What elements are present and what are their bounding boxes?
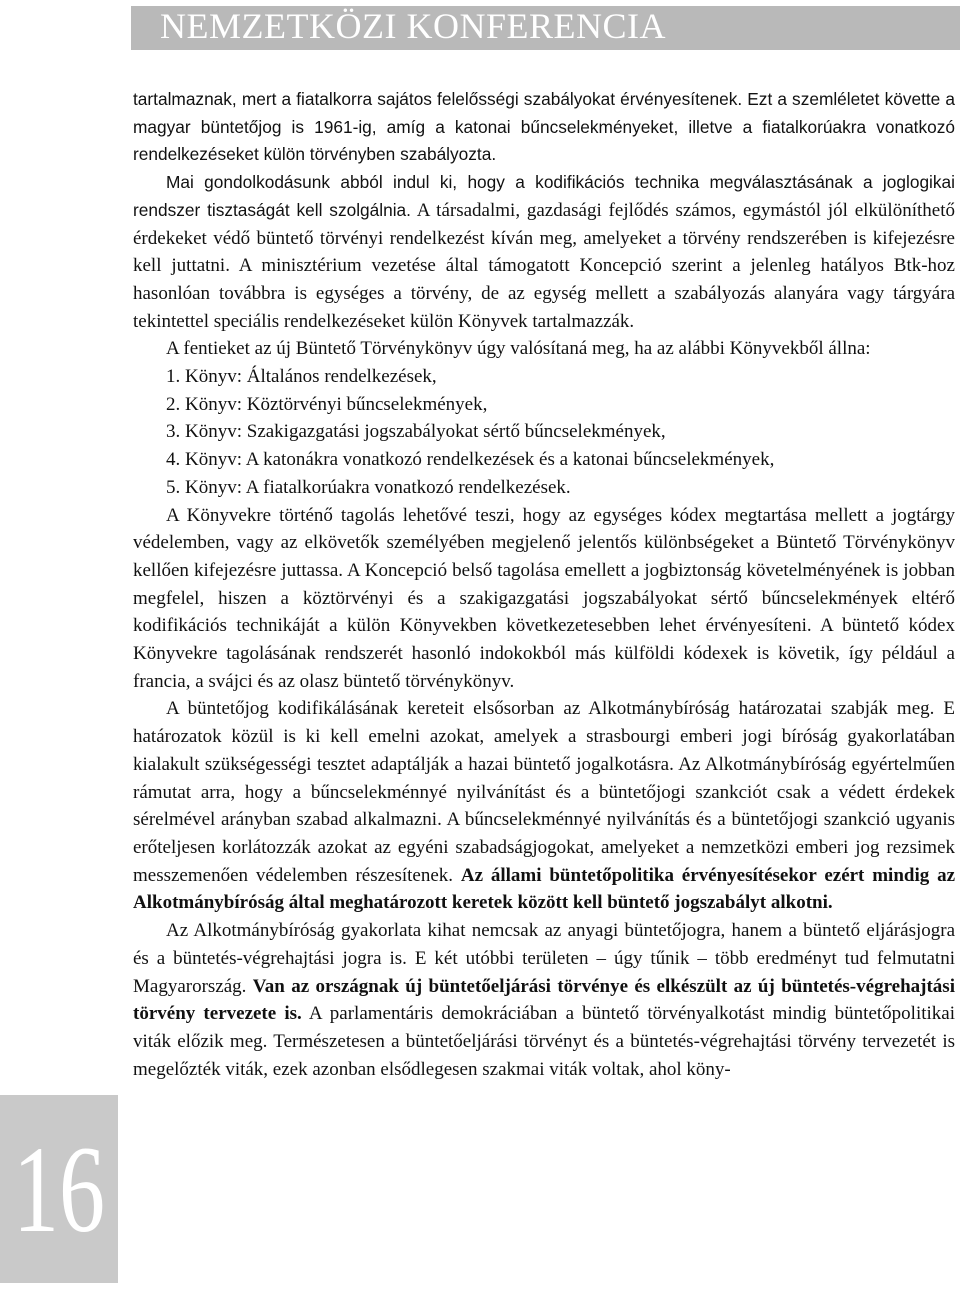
paragraph (133, 695, 955, 917)
list-item: 3. Könyv: Szakigazgatási jogszabályokat sértő bűncselekmények, (166, 421, 666, 443)
list-item: 4. Könyv: A katonákra vonatkozó rendelkezések és a katonai bűncselekmények, (166, 449, 775, 471)
paragraph-sentence: A társadalmi, gazdasági fejlődés számos, egymástól jól elkülöníthető érdekeket védő büntető törvényi rendelkezést kíván meg, amelyeket a törvény rendszerében is kifejezésre kell juttatni. (133, 199, 955, 277)
list-item: 2. Könyv: Köztörvényi bűncselekmények, (166, 393, 488, 415)
paragraph: A Könyvekre történő tagolás lehetővé teszi, hogy az egységes kódex megtartása mellett a jogtárgy védelemben, vagy az elkövetők személyében megjelenő jelentős különbségeket a Büntető Törvénykönyv kellően kifejezésre juttassa. A Koncepció belső tagolása emellett a jogbiztonság követelményének is jobban megfelel, hiszen a köztörvényi és a szakigazgatási jogszabályokat sértő bűncselekmények eltérő kodifikációs technikáját a külön Könyvekben következetesebben lehet érvényesíteni. A büntető kódex Könyvekre tagolásának rendszerét hasonló indokokból más külföldi kódexek is követik, így például a francia, a svájci és az olasz büntető törvénykönyv. (133, 504, 955, 692)
paragraph: tartalmaznak, mert a fiatalkorra sajátos felelősségi szabályokat érvényesítenek. Ezt a szemléletet követte a magyar büntetőjog is 1961-ig, amíg a katonai bűncselekményeket, illetve a fiatalkorúakra vonatkozó rendelkezéseket külön törvényben szabályozta. (133, 89, 955, 165)
paragraph-sentence: A minisztérium vezetése által támogatott Koncepció szerint a jelenleg hatályos Btk-hoz hasonlóan továbbra is egységes a törvény, de az egység mellett a szabályozás alanyára vagy tárgyára tekintettel speciális rendelkezéseket külön Könyvek tartalmazzák. (133, 255, 955, 332)
bold-statement: Van az országnak új büntetőeljárási törvénye és elkészült az új büntetés-végrehajtási törvény tervezete is. (133, 975, 955, 1025)
paragraph (133, 917, 955, 1083)
page-number: 16 (13, 1120, 105, 1258)
paragraph (133, 169, 955, 335)
paragraph-text: Az Alkotmánybíróság gyakorlata kihat nemcsak az anyagi büntetőjogra, hanem a büntető eljárásjogra és a büntetés-végrehajtási jogra is. E két utóbbi területen – úgy tűnik – több eredményt tud felmutatni Magyarország. (133, 920, 955, 997)
paragraph-sentence: Mai gondolkodásunk abból indul ki, hogy a kodifikációs technika megválasztásának a joglogikai rendszer tisztaságát kell szolgálnia. (133, 172, 955, 220)
list-item: 5. Könyv: A fiatalkorúakra vonatkozó rendelkezések. (166, 476, 571, 498)
paragraph-text: A parlamentáris demokráciában a büntető törvényalkotást mindig büntetőpolitikai viták előzik meg. Természetesen a büntetőeljárási törvényt és a büntetés-végrehajtási törvény tervezetét is megelőzték viták, ezek azonban elsődlegesen szakmai viták voltak, ahol köny- (133, 1003, 955, 1080)
books-list (133, 363, 955, 502)
running-header-title: NEMZETKÖZI KONFERENCIA (160, 6, 666, 46)
paragraph: A fentieket az új Büntető Törvénykönyv úgy valósítaná meg, ha az alábbi Könyvekből állna: (166, 338, 871, 360)
bold-statement: Az állami büntetőpolitika érvényesítésekor ezért mindig az Alkotmánybíróság által meghatározott keretek között kell büntető jogszabályt alkotni. (133, 864, 955, 914)
paragraph-text: A büntetőjog kodifikálásának kereteit elsősorban az Alkotmánybíróság határozatai szabják meg. E határozatok közül is ki kell emelni azokat, amelyek a strasbourgi emberi jogi bíróság gyakorlatában kialakult szükségességi tesztet adaptálják a hazai büntető jogalkotásra. Az Alkotmánybíróság egyértelműen rámutat arra, hogy a bűncselekménnyé nyilvánítást és a büntetőjogi szankciót csak a védett érdekek sérelmével arányban szabad alkalmazni. A bűncselekménnyé nyilvánítás és a büntetőjogi szankció ugyanis erőteljesen korlátozzák azokat az egyéni szabadságjogokat, amelyeket a nemzetközi emberi jog rezsimek messzemenően védelemben részesítenek. (133, 698, 955, 886)
list-item: 1. Könyv: Általános rendelkezések, (166, 366, 437, 388)
article-body (133, 86, 955, 1282)
